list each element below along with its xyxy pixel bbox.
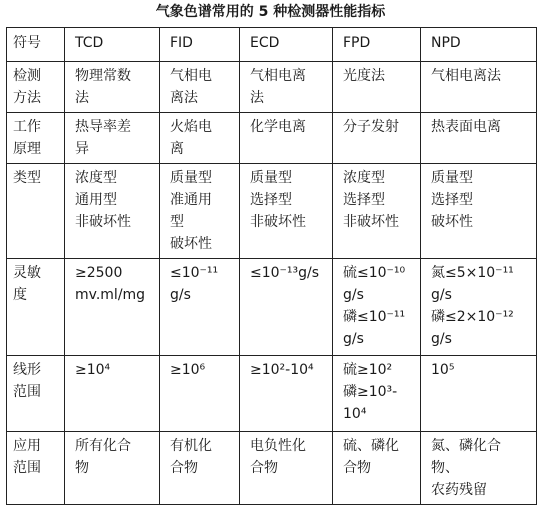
row-label: 应用 范围: [7, 432, 65, 505]
table-cell: 气相电离 法: [240, 62, 333, 113]
table-cell: 硫≤10⁻¹⁰ g/s 磷≤10⁻¹¹ g/s: [333, 259, 421, 356]
table-cell: ≥2500 mv.ml/mg: [65, 259, 160, 356]
table-cell: ≥10⁴: [65, 356, 160, 432]
table-row: [7, 113, 537, 164]
table-row: [7, 259, 537, 356]
detector-spec-table: [6, 27, 537, 505]
table-row: [7, 356, 537, 432]
row-label: 线形 范围: [7, 356, 65, 432]
row-label: 检测 方法: [7, 62, 65, 113]
table-cell: 10⁵: [421, 356, 537, 432]
table-row: [7, 432, 537, 505]
table-cell: 硫≥10² 磷≥10³- 10⁴: [333, 356, 421, 432]
row-label: 工作 原理: [7, 113, 65, 164]
table-cell: 硫、磷化 合物: [333, 432, 421, 505]
table-cell: 物理常数 法: [65, 62, 160, 113]
table-cell: 气相电 离法: [160, 62, 240, 113]
table-row: [7, 164, 537, 259]
table-cell: 氮、磷化合 物、 农药残留: [421, 432, 537, 505]
table-cell: ≥10⁶: [160, 356, 240, 432]
table-cell: 有机化 合物: [160, 432, 240, 505]
table-cell: 气相电离法: [421, 62, 537, 113]
table-cell: 火焰电 离: [160, 113, 240, 164]
table-cell: 电负性化 合物: [240, 432, 333, 505]
table-cell: ≤10⁻¹³g/s: [240, 259, 333, 356]
table-title: 气象色谱常用的 5 种检测器性能指标: [155, 4, 386, 20]
header-cell: FID: [160, 28, 240, 62]
table-cell: ≤10⁻¹¹ g/s: [160, 259, 240, 356]
table-cell: 所有化合 物: [65, 432, 160, 505]
table-cell: 光度法: [333, 62, 421, 113]
table-cell: 浓度型 通用型 非破坏性: [65, 164, 160, 259]
table-cell: 分子发射: [333, 113, 421, 164]
header-cell: 符号: [7, 28, 65, 62]
table-cell: 化学电离: [240, 113, 333, 164]
row-label: 类型: [7, 164, 65, 259]
header-cell: NPD: [421, 28, 537, 62]
table-cell: 氮≤5×10⁻¹¹ g/s 磷≤2×10⁻¹² g/s: [421, 259, 537, 356]
header-cell: FPD: [333, 28, 421, 62]
table-row: [7, 62, 537, 113]
table-cell: 热表面电离: [421, 113, 537, 164]
row-label: 灵敏 度: [7, 259, 65, 356]
header-cell: TCD: [65, 28, 160, 62]
table-header-row: [7, 28, 537, 62]
table-cell: 热导率差 异: [65, 113, 160, 164]
header-cell: ECD: [240, 28, 333, 62]
table-cell: 质量型 选择型 破坏性: [421, 164, 537, 259]
table-cell: ≥10²-10⁴: [240, 356, 333, 432]
table-cell: 质量型 选择型 非破坏性: [240, 164, 333, 259]
table-cell: 浓度型 选择型 非破坏性: [333, 164, 421, 259]
table-cell: 质量型 准通用 型 破坏性: [160, 164, 240, 259]
